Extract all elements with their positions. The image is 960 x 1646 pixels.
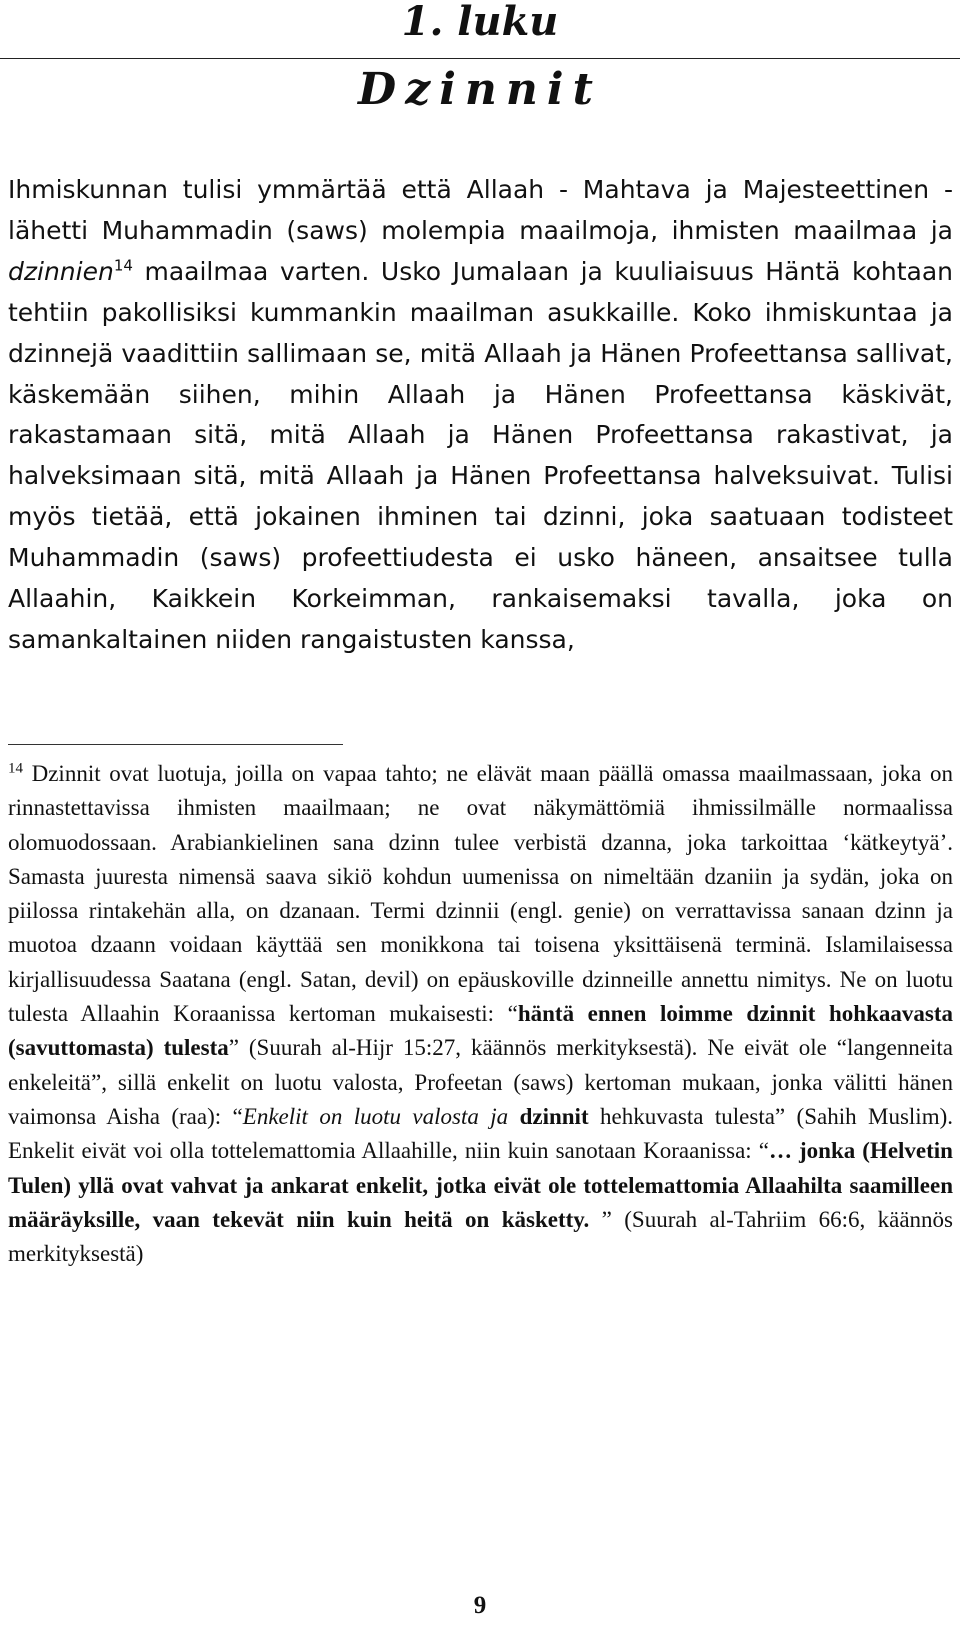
body-text-part-2: maailmaa varten. Usko Jumalaan ja kuuliaisuus Häntä kohtaan tehtiin pakollisiksi kummankin maailman asukkaille. Koko ihmiskuntaa ja dzinnejä vaadittiin sallimaan se, mitä Allaah ja Hänen Profeettansa sallivat, käskemään siihen, mihin Allaah ja Hänen Profeettansa käskivät, rakastamaan sitä, mitä Allaah ja Hänen Profeettansa rakastivat, ja halveksimaan sitä, mitä Allaah ja Hänen Profeettansa halveksuivat. Tulisi myös tietää, että jokainen ihminen tai dzinni, joka saatuaan todisteet Muhammadin (saws) profeettiudesta ei usko häneen, ansaitsee tulla Allaahin, Kaikkein Korkeimman, rankaisemaksi tavalla, joka on samankaltainen niiden rangaistusten kanssa, (8, 256, 953, 654)
header-rule (0, 58, 960, 59)
footnote-text-3: hehkuvasta tulesta” (Sahih Muslim). Enkelit eivät voi olla tottelemattomia Allaahille, niin kuin sanotaan Koraanissa: “ (8, 1103, 953, 1164)
chapter-heading: 1. luku (401, 0, 559, 45)
footnote-quote-3: … jonka (Helvetin Tulen) yllä ovat vahvat ja ankarat enkelit, jotka eivät ole tottelemattomia Allaahilta saamilleen määräyksille, vaan tekevät niin kuin heitä on käsketty. (8, 1138, 953, 1232)
footnote-quote-2-bold: dzinnit (508, 1103, 589, 1129)
footnote-reference[interactable]: 14 (113, 256, 133, 275)
footnote-number: 14 (8, 760, 23, 777)
body-paragraph (8, 170, 953, 661)
footnote-text-4: ” (Suurah al-Tahriim 66:6, käännös merkityksestä) (8, 1206, 953, 1267)
footnote-text-2: ” (Suurah al-Hijr 15:27, käännös merkityksestä). Ne eivät ole “langenneita enkeleitä”, sillä enkelit on luotu valosta, Profeetan (saws) kertoman mukaan, jonka välitti hänen vaimonsa Aisha (raa): “ (8, 1035, 953, 1129)
body-emphasis: dzinnien (8, 256, 114, 286)
page-number: 9 (473, 1592, 487, 1619)
footnote (8, 757, 953, 1271)
footnote-separator (8, 744, 343, 745)
chapter-title: Dzinnit (358, 64, 602, 115)
body-text-part-1: Ihmiskunnan tulisi ymmärtää että Allaah - Mahtava ja Majesteettinen - lähetti Muhammadin (saws) molempia maailmoja, ihmisten maailmaa ja (8, 175, 953, 245)
footnote-quote-1: häntä ennen loimme dzinnit hohkaavasta (savuttomasta) tulesta (8, 1001, 953, 1061)
footnote-quote-2-italic: Enkelit on luotu valosta ja (242, 1103, 509, 1129)
footnote-text-1: Dzinnit ovat luotuja, joilla on vapaa tahto; ne elävät maan päällä omassa maailmassaan, joka on rinnastettavissa ihmisten maailmaan; ne ovat näkymättömiä ihmissilmälle normaalissa olomuodossaan. Arabiankielinen sana dzinn tulee verbistä dzanna, joka tarkoittaa ‘kätkeytyä’. Samasta juuresta nimensä saava sikiö kohdun uumenissa on nimeltään dzaniin ja sydän, joka on piilossa rintakehän alla, on dzanaan. Termi dzinnii (engl. genie) on verrattavissa sanaan dzinn ja muotoa dzaann voidaan käyttää sen monikkona tai toisena yksittäisenä terminä. Islamilaisessa kirjallisuudessa Saatana (engl. Satan, devil) on epäuskoville dzinneille annettu nimitys. Ne on luotu tulesta Allaahin Koraanissa kertoman mukaisesti: “ (8, 761, 953, 1027)
